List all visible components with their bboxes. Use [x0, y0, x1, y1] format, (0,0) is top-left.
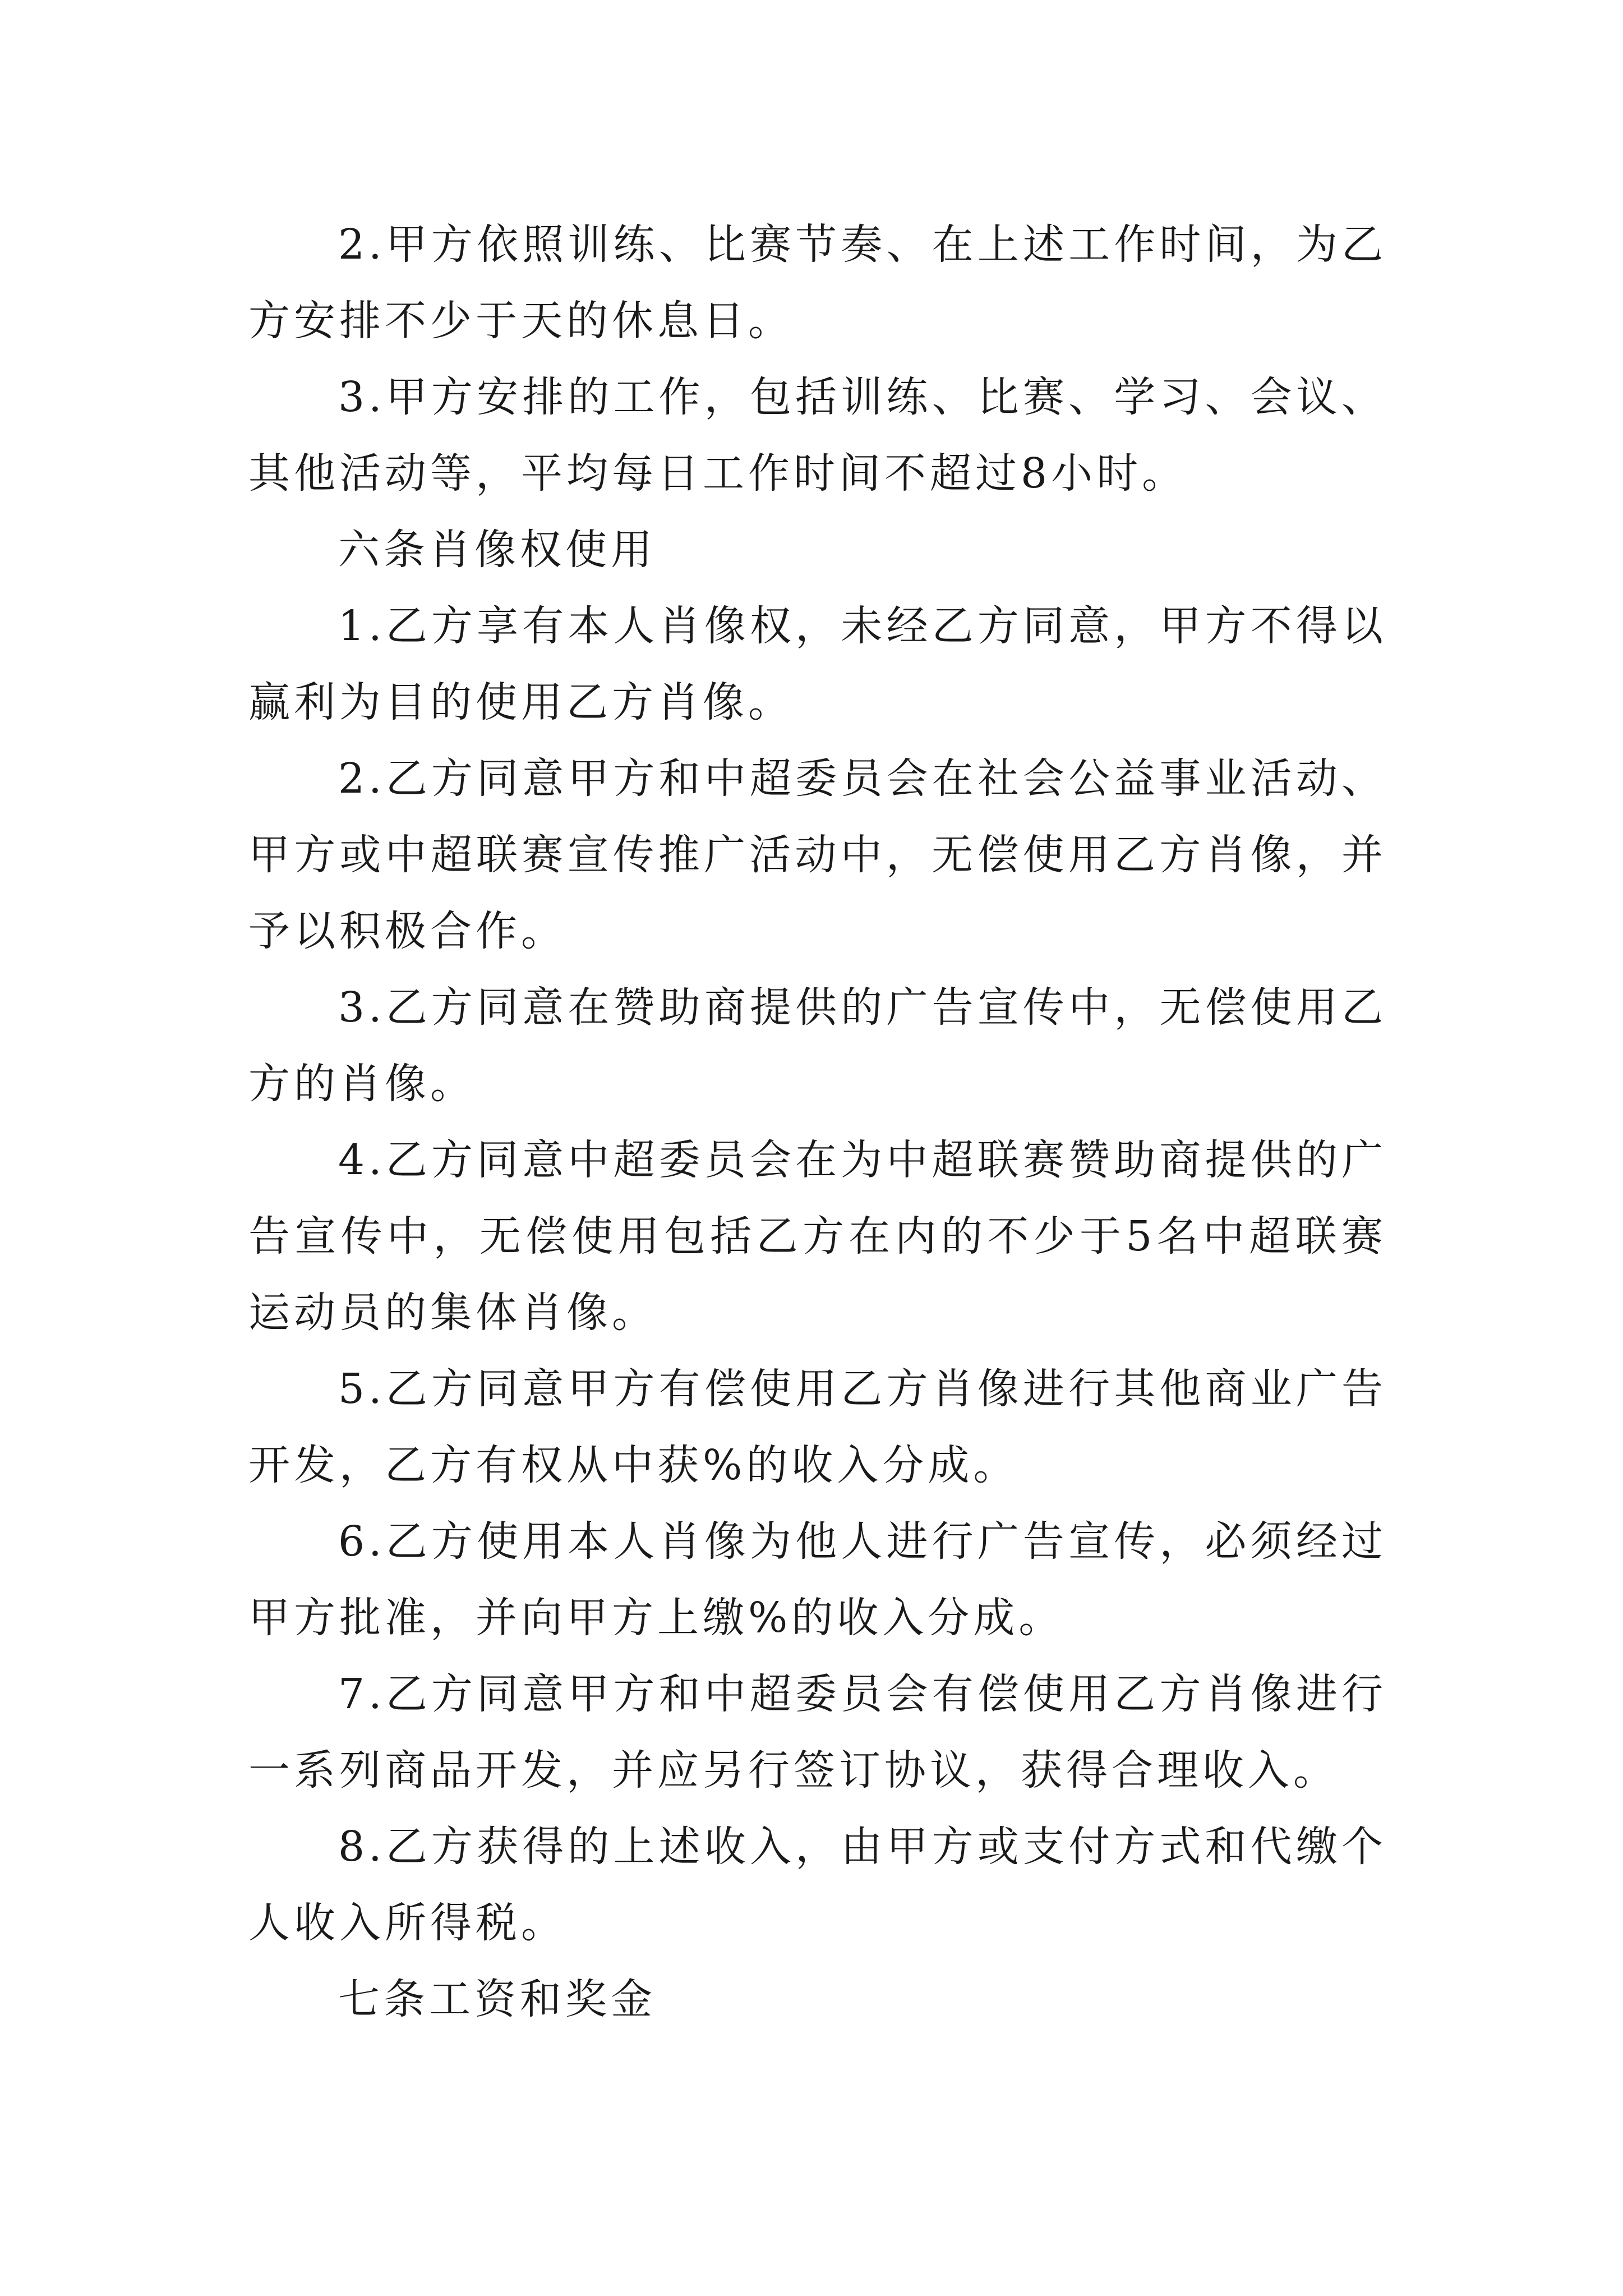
- paragraph-portrait-2: 2.乙方同意甲方和中超委员会在社会公益事业活动、甲方或中超联赛宣传推广活动中，无偿使用乙方肖像，并予以积极合作。: [248, 754, 1387, 955]
- document-body: [248, 206, 1387, 2037]
- paragraph-portrait-6: 6.乙方使用本人肖像为他人进行广告宣传，必须经过甲方批准，并向甲方上缴%的收入分成。: [248, 1517, 1387, 1642]
- paragraph-portrait-7: 7.乙方同意甲方和中超委员会有偿使用乙方肖像进行一系列商品开发，并应另行签订协议，获得合理收入。: [248, 1670, 1387, 1795]
- paragraph-portrait-5: 5.乙方同意甲方有偿使用乙方肖像进行其他商业广告开发，乙方有权从中获%的收入分成。: [248, 1365, 1387, 1489]
- paragraph-portrait-4: 4.乙方同意中超委员会在为中超联赛赞助商提供的广告宣传中，无偿使用包括乙方在内的不少于5名中超联赛运动员的集体肖像。: [248, 1136, 1387, 1337]
- paragraph-rest-days: 2.甲方依照训练、比赛节奏、在上述工作时间，为乙方安排不少于天的休息日。: [248, 220, 1387, 345]
- section-heading-wages-bonus: 七条工资和奖金: [338, 1975, 656, 2023]
- section-heading-portrait-rights: 六条肖像权使用: [338, 526, 656, 574]
- paragraph-portrait-3: 3.乙方同意在赞助商提供的广告宣传中，无偿使用乙方的肖像。: [248, 983, 1387, 1108]
- paragraph-portrait-1: 1.乙方享有本人肖像权，未经乙方同意，甲方不得以赢利为目的使用乙方肖像。: [248, 602, 1387, 726]
- paragraph-working-hours: 3.甲方安排的工作，包括训练、比赛、学习、会议、其他活动等，平均每日工作时间不超过8小时。: [248, 373, 1387, 498]
- paragraph-portrait-8: 8.乙方获得的上述收入，由甲方或支付方式和代缴个人收入所得税。: [248, 1823, 1387, 1947]
